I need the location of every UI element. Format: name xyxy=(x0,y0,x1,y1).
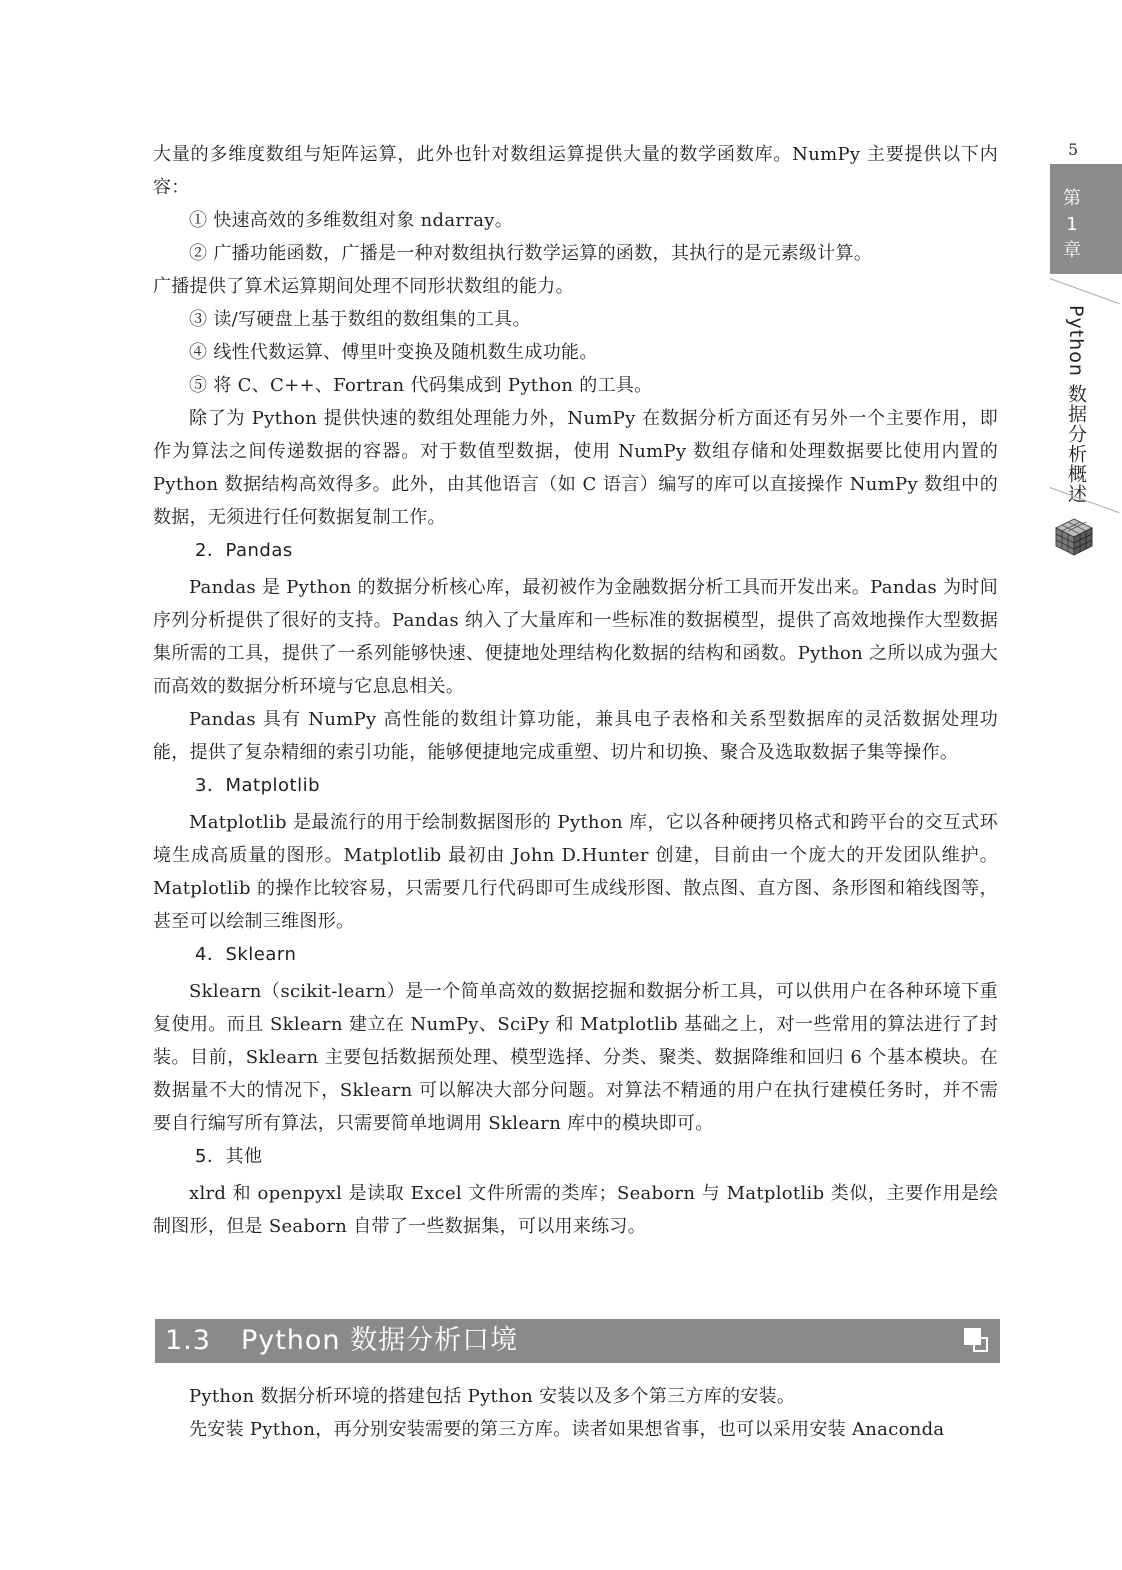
list-item: ③ 读/写硬盘上基于数组的数组集的工具。 xyxy=(189,309,531,330)
section-heading-sklearn: 4．Sklearn xyxy=(195,944,297,965)
section-content xyxy=(153,1380,998,1446)
list-item: ① 快速高效的多维数组对象 ndarray。 xyxy=(189,210,513,231)
section-heading-other: 5．其他 xyxy=(195,1146,263,1167)
body-paragraph: Python 数据分析环境的搭建包括 Python 安装以及多个第三方库的安装。 xyxy=(189,1386,796,1407)
chapter-tab xyxy=(1050,164,1122,274)
body-paragraph: Pandas 是 Python 的数据分析核心库，最初被作为金融数据分析工具而开发出来。Pandas 为时间序列分析提供了很好的支持。Pandas 纳入了大量库和一些标准的数据模型，提供了高效地操作大型数据集所需的工具，提供了一系列能够快速、便捷地处理结构化数据的结构和函数。Python 之所以成为强大而高效的数据分析环境与它息息相关。 xyxy=(153,577,998,697)
list-item: ② 广播功能函数，广播是一种对数组执行数学运算的函数，其执行的是元素级计算。 xyxy=(189,243,873,264)
body-paragraph: xlrd 和 openpyxl 是读取 Excel 文件所需的类库；Seaborn 与 Matplotlib 类似，主要作用是绘制图形，但是 Seaborn 自带了一些数据集，可以用来练习。 xyxy=(153,1183,998,1237)
list-item: ④ 线性代数运算、傅里叶变换及随机数生成功能。 xyxy=(189,342,598,363)
section-title: Python 数据分析口境 xyxy=(240,1325,519,1356)
section-squares-icon xyxy=(964,1328,992,1356)
section-title-bar xyxy=(155,1319,1000,1363)
body-paragraph: Sklearn（scikit-learn）是一个简单高效的数据挖掘和数据分析工具，可以供用户在各种环境下重复使用。而且 Sklearn 建立在 NumPy、SciPy 和 Matplotlib 基础之上，对一些常用的算法进行了封装。目前，Sklearn 主要包括数据预处理、模型选择、分类、聚类、数据降维和回归 6 个基本模块。在数据量不大的情况下，Sklearn 可以解决大部分问题。对算法不精通的用户在执行建模任务时，并不需要自行编写所有算法，只需要简单地调用 Sklearn 库中的模块即可。 xyxy=(153,981,998,1134)
body-paragraph: 先安装 Python，再分别安装需要的第三方库。读者如果想省事，也可以采用安装 Anaconda xyxy=(189,1419,945,1440)
list-item: ⑤ 将 C、C++、Fortran 代码集成到 Python 的工具。 xyxy=(189,375,653,396)
body-paragraph: Pandas 具有 NumPy 高性能的数组计算功能，兼具电子表格和关系型数据库的灵活数据处理功能，提供了复杂精细的索引功能，能够便捷地完成重塑、切片和切换、聚合及选取数据子集等操作。 xyxy=(153,709,998,763)
chapter-label-2: 1 xyxy=(1066,214,1078,235)
page-number: 5 xyxy=(1068,140,1079,159)
chapter-label-1: 第 xyxy=(1063,188,1081,209)
section-heading-pandas: 2．Pandas xyxy=(195,540,293,561)
section-heading-matplotlib: 3．Matplotlib xyxy=(195,775,320,796)
rubiks-cube-icon xyxy=(1053,516,1095,558)
body-paragraph: 除了为 Python 提供快速的数组处理能力外，NumPy 在数据分析方面还有另外一个主要作用，即作为算法之间传递数据的容器。对于数值型数据，使用 NumPy 数组存储和处理数据要比使用内置的 Python 数据结构高效得多。此外，由其他语言（如 C 语言）编写的库可以直接操作 NumPy 数组中的数据，无须进行任何数据复制工作。 xyxy=(153,408,998,528)
body-paragraph: Matplotlib 是最流行的用于绘制数据图形的 Python 库，它以各种硬拷贝格式和跨平台的交互式环境生成高质量的图形。Matplotlib 最初由 John D.Hunter 创建，目前由一个庞大的开发团队维护。Matplotlib 的操作比较容易，只需要几行代码即可生成线形图、散点图、直方图、条形图和箱线图等，甚至可以绘制三维图形。 xyxy=(153,812,998,932)
section-number: 1.3 xyxy=(165,1325,211,1356)
chapter-label-3: 章 xyxy=(1063,240,1081,261)
body-paragraph: 大量的多维度数组与矩阵运算，此外也针对数组运算提供大量的数学函数库。NumPy 主要提供以下内容： xyxy=(153,144,998,198)
tab-divider xyxy=(1050,278,1120,304)
body-paragraph: 广播提供了算术运算期间处理不同形状数组的能力。 xyxy=(153,276,574,297)
main-content xyxy=(153,138,998,1243)
chapter-title-vertical: Python 数据分析概述 xyxy=(1065,305,1087,504)
